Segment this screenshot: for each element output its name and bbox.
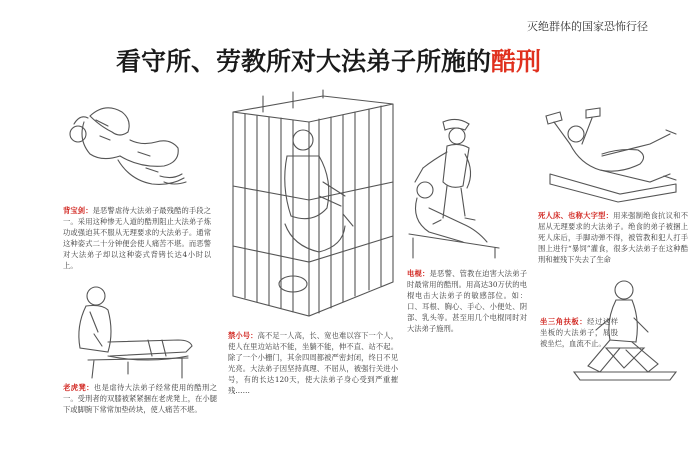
caption-electric-baton — [407, 268, 527, 334]
caption-term: 禁小号： — [228, 331, 258, 340]
caption-text: 高不足一人高，长、宽也难以容下一个人，使人在里边站站不能，坐躺不能，伸不直、站不起。除了一个小栅门，其余四周都被严密封闭，终日不见光亮。大法弟子因坚持真理、不屈从，被强行关进小号，有的长达120天，使大法弟子身心受到严重摧残…… — [228, 331, 399, 395]
page-title-accent: 酷刑 — [491, 47, 542, 76]
caption-cage — [228, 330, 398, 396]
page-title-main: 看守所、劳教所对大法弟子所施的 — [116, 47, 492, 76]
caption-triangle-board — [540, 316, 618, 349]
caption-text: 是恶警虐待大法弟子最残酷的手段之一。采用这种惨无人道的酷刑阻止大法弟子炼功或强迫其不服从无理要求的大法弟子。通常这种姿式二十分钟便会使人痛苦不堪。而恶警对大法弟子却以这种姿式背铐长达4小时以上。 — [63, 206, 212, 270]
illustration-back-cuff — [60, 96, 200, 196]
caption-text: 经过这样坐板的大法弟子，屁股被坐烂，血流不止。 — [540, 317, 619, 348]
illustration-cage — [223, 86, 403, 326]
page-title — [116, 42, 541, 78]
illustration-dead-man-bed — [530, 104, 680, 204]
caption-dead-man-bed — [538, 210, 688, 265]
caption-term: 老虎凳： — [63, 383, 94, 392]
caption-term: 死人床、也称大字型： — [538, 211, 614, 220]
caption-text: 也是虐待大法弟子经常使用的酷刑之一。受刑者的双膝被紧紧捆在老虎凳上，在小腿下或脚腕下常常加垫砖块，使人痛苦不堪。 — [63, 383, 218, 414]
caption-term: 背宝剑： — [63, 206, 93, 215]
caption-term: 电棍： — [407, 269, 430, 278]
illustration-electric-baton — [403, 112, 513, 262]
caption-tiger-bench — [63, 382, 217, 415]
header-tag: 灭绝群体的国家恐怖行径 — [527, 20, 648, 33]
caption-term: 坐三角扶板： — [540, 317, 588, 326]
caption-text: 用来强制绝食抗议和不屈从无理要求的大法弟子。绝食的弟子被捆上死人床后，手脚动弹不得，被管教和犯人打手围上进行“暴饲”灌食，很多大法弟子在这种酷刑和摧残下失去了生命 — [538, 211, 689, 264]
caption-back-cuff — [63, 205, 211, 271]
illustration-tiger-bench — [58, 282, 198, 382]
caption-text: 是恶警、管教在迫害大法弟子时最常用的酷刑。用高达30万伏的电棍电击大法弟子的敏感部位。如：口、耳根、胸心、手心、小便处、阴部、乳头等。甚至用几个电棍同时对大法弟子施刑。 — [407, 269, 528, 333]
